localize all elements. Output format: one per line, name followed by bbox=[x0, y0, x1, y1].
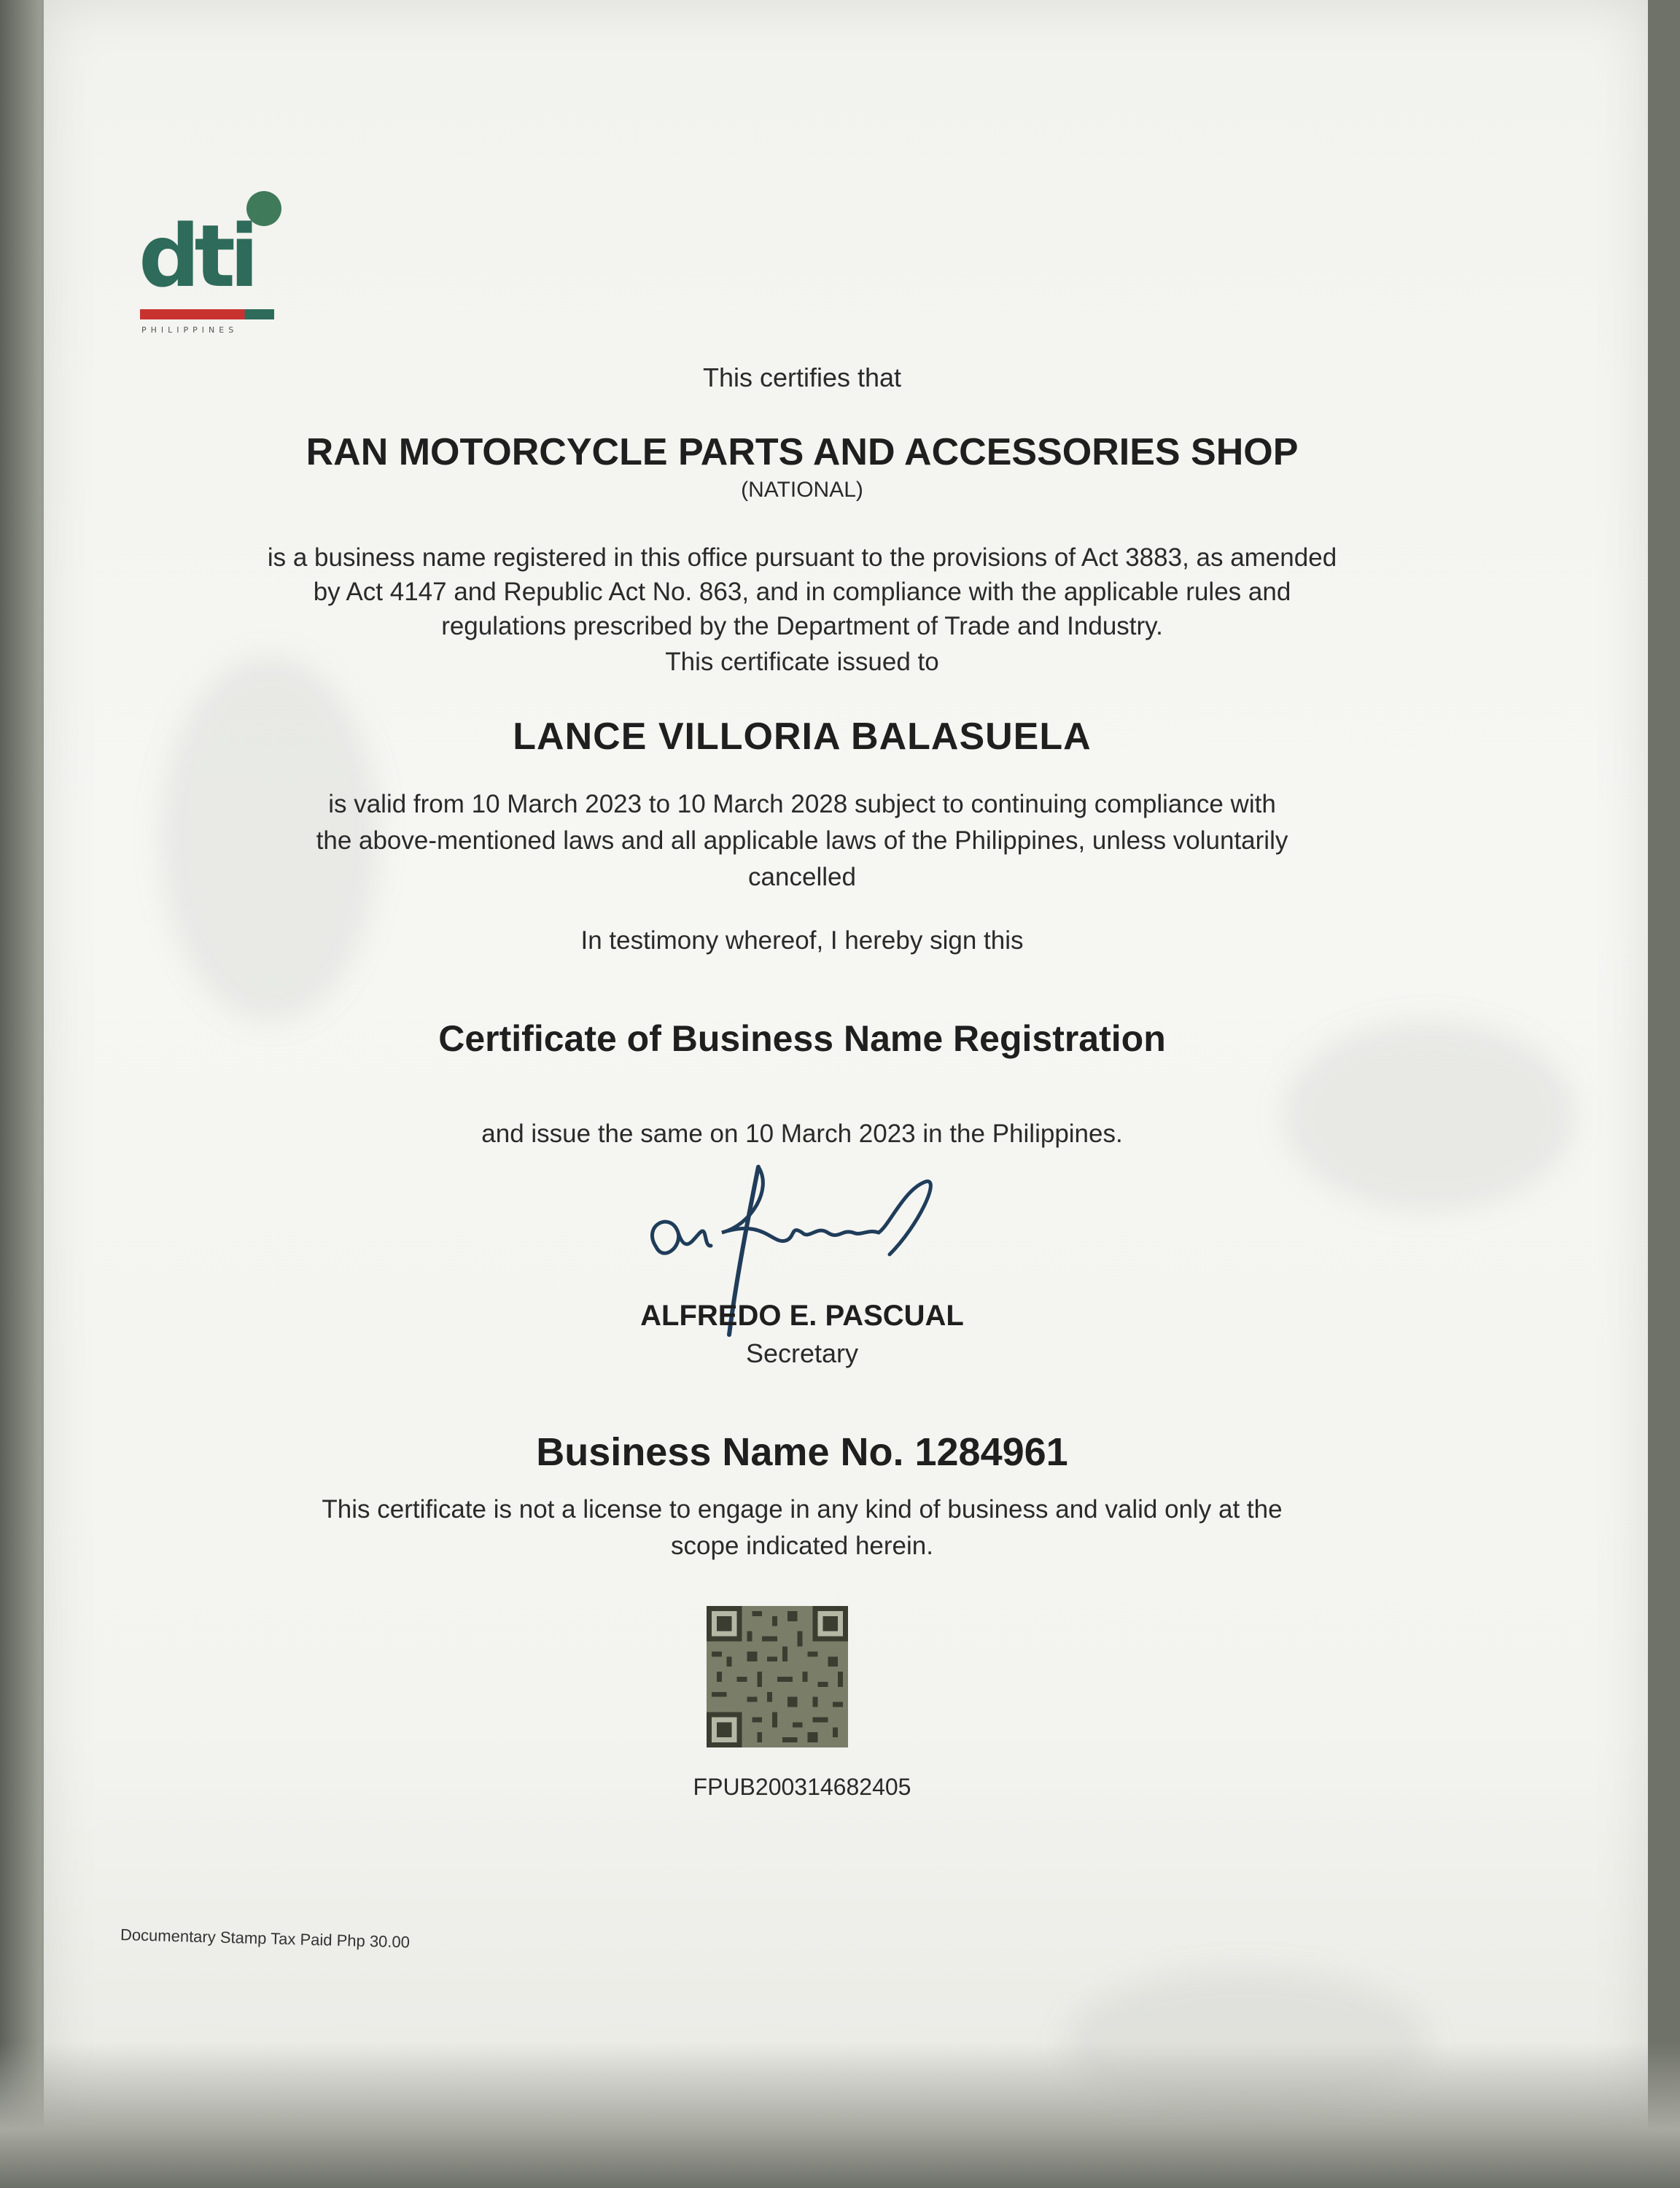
reference-code: FPUB200314682405 bbox=[693, 1774, 911, 1800]
logo-wordmark: dti bbox=[139, 206, 254, 306]
registration-line-1: is a business name registered in this office pursuant to the provisions of Act 3883, as amended bbox=[267, 543, 1337, 572]
certifies-intro: This certifies that bbox=[702, 362, 902, 392]
registration-line-2: by Act 4147 and Republic Act No. 863, and in compliance with the applicable rules and bbox=[313, 578, 1291, 606]
validity-line-2: the above-mentioned laws and all applicable laws of the Philippines, unless voluntarily bbox=[316, 826, 1288, 855]
business-name: RAN MOTORCYCLE PARTS AND ACCESSORIES SHOP bbox=[306, 431, 1299, 473]
dti-logo bbox=[139, 191, 284, 344]
validity-line-3: cancelled bbox=[748, 863, 856, 891]
registration-line-3: regulations prescribed by the Department of Trade and Industry. bbox=[441, 612, 1163, 640]
qr-code-icon bbox=[706, 1606, 849, 1747]
signatory-name: ALFREDO E. PASCUAL bbox=[640, 1300, 964, 1332]
issued-to-intro: This certificate issued to bbox=[665, 648, 939, 676]
paper-bottom-edge-shadow bbox=[0, 2042, 1680, 2188]
business-scope: (NATIONAL) bbox=[741, 478, 863, 502]
business-name-number: Business Name No. 1284961 bbox=[536, 1430, 1068, 1474]
issue-statement: and issue the same on 10 March 2023 in the Philippines. bbox=[481, 1120, 1123, 1148]
validity-line-1: is valid from 10 March 2023 to 10 March 2028 subject to continuing compliance with bbox=[328, 790, 1276, 818]
certificate-title: Certificate of Business Name Registration bbox=[438, 1018, 1166, 1059]
signature-icon bbox=[627, 1160, 962, 1364]
owner-name: LANCE VILLORIA BALASUELA bbox=[513, 715, 1092, 758]
disclaimer-line-1: This certificate is not a license to engage in any kind of business and valid only at the bbox=[322, 1495, 1283, 1524]
signatory-title: Secretary bbox=[745, 1338, 859, 1368]
logo-country: PHILIPPINES bbox=[141, 325, 238, 335]
disclaimer-line-2: scope indicated herein. bbox=[671, 1532, 933, 1560]
documentary-stamp-tax: Documentary Stamp Tax Paid Php 30.00 bbox=[120, 1925, 411, 1952]
certificate-paper bbox=[44, 0, 1648, 2159]
testimony-line: In testimony whereof, I hereby sign this bbox=[580, 926, 1024, 955]
logo-color-bar bbox=[140, 309, 274, 319]
